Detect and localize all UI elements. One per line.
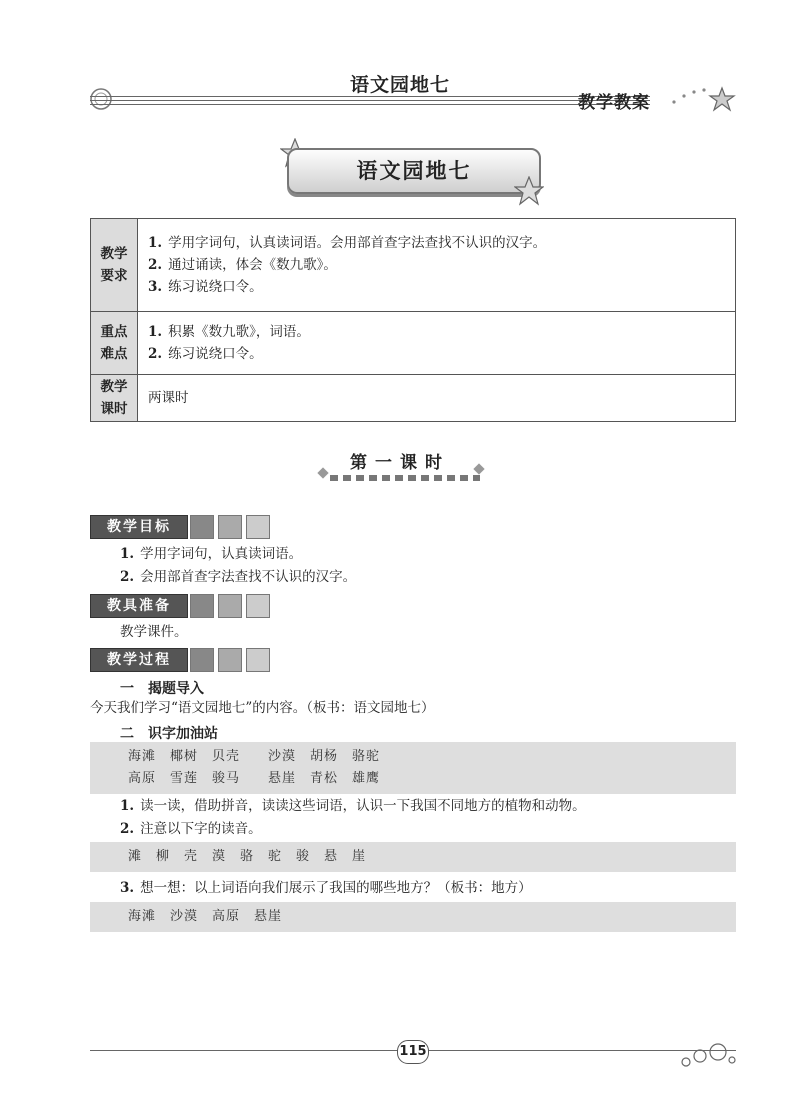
row-header: 重点 难点 [91, 312, 138, 375]
places-row: 海滩 沙漠 高原 悬崖 [128, 909, 283, 924]
list-item: 2. 会用部首查字法查找不认识的汉字。 [120, 569, 357, 585]
row-content [138, 219, 736, 312]
table-row [91, 375, 736, 422]
section-label: 教学过程 [90, 648, 188, 672]
square-icon [246, 594, 270, 618]
section-tag-process [90, 648, 280, 672]
list-item: 2. 注意以下字的读音。 [120, 821, 262, 837]
list-item: 1. 积累《数九歌》，词语。 [148, 324, 310, 340]
table-row [91, 312, 736, 375]
list-item: 1. 学用字词句，认真读词语。会用部首查字法查找不认识的汉字。 [148, 235, 547, 251]
list-item: 1. 学用字词句，认真读词语。 [120, 546, 303, 562]
bubbles-decoration-icon [676, 1040, 738, 1070]
square-icon [218, 648, 242, 672]
row-header: 教学 课时 [91, 375, 138, 422]
row-content [138, 312, 736, 375]
places-box [90, 902, 736, 932]
square-icon [190, 648, 214, 672]
vocab-row: 高原 雪莲 骏马 悬崖 青松 雄鹰 [128, 771, 381, 786]
square-icon [218, 515, 242, 539]
page-number: 115 [397, 1040, 429, 1064]
star-right-icon [514, 176, 544, 206]
main-title-badge: 语文园地七 [287, 148, 541, 194]
goals-list [120, 543, 356, 589]
square-icon [218, 594, 242, 618]
running-header-label: 教学教案 [578, 93, 650, 113]
dashed-divider [330, 475, 480, 481]
diamond-right-icon [472, 462, 486, 476]
running-header-title: 语文园地七 [349, 74, 450, 96]
list-item: 1. 读一读，借助拼音，读读这些词语，认识一下我国不同地方的植物和动物。 [120, 798, 586, 814]
square-icon [190, 594, 214, 618]
part1-title: 一 揭题导入 [120, 681, 204, 697]
vocabulary-box [90, 742, 736, 794]
vocab-row: 海滩 椰树 贝壳 沙漠 胡杨 骆驼 [128, 749, 381, 764]
characters-box [90, 842, 736, 872]
materials-text: 教学课件。 [120, 624, 188, 640]
section-tag-goals [90, 515, 280, 539]
square-icon [246, 515, 270, 539]
characters-row: 滩 柳 壳 漠 骆 驼 骏 悬 崖 [128, 849, 367, 864]
list-item: 3. 练习说绕口令。 [148, 279, 263, 295]
part2-title: 二 识字加油站 [120, 726, 218, 742]
stars-decoration-icon [668, 82, 738, 116]
section-label: 教具准备 [90, 594, 188, 618]
requirements-table [90, 218, 736, 422]
square-icon [190, 515, 214, 539]
section-tag-materials [90, 594, 280, 618]
list-item: 2. 练习说绕口令。 [148, 346, 263, 362]
lesson-heading: 第一课时 [350, 453, 450, 473]
row-content: 两课时 [138, 375, 736, 422]
list-item: 3. 想一想：以上词语向我们展示了我国的哪些地方？（板书：地方） [120, 880, 532, 896]
part1-text: 今天我们学习“语文园地七”的内容。（板书：语文园地七） [90, 700, 435, 716]
square-icon [246, 648, 270, 672]
section-label: 教学目标 [90, 515, 188, 539]
diamond-left-icon [316, 466, 330, 480]
row-header: 教学 要求 [91, 219, 138, 312]
list-item: 2. 通过诵读，体会《数九歌》。 [148, 257, 337, 273]
header-rule-lines [90, 96, 650, 108]
table-row [91, 219, 736, 312]
step-list [120, 795, 586, 841]
